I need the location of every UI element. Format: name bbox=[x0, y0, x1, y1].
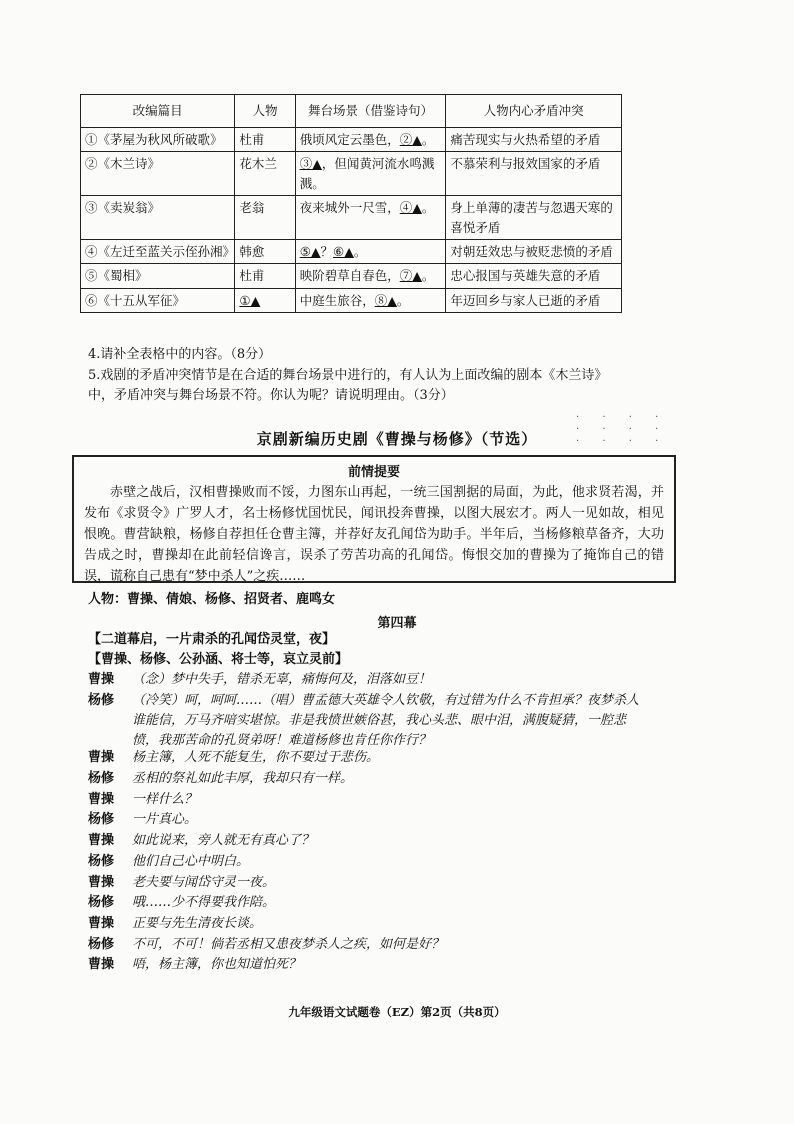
row-person: 杜甫 bbox=[235, 128, 295, 152]
dialogue-line bbox=[88, 831, 648, 851]
row-person: 韩愈 bbox=[235, 239, 295, 263]
row-conflict: 忠心报国与英雄失意的矛盾 bbox=[446, 264, 622, 288]
scene-text: ，但闻黄河流水鸣溅溅。 bbox=[299, 156, 435, 191]
speaker: 杨修 bbox=[88, 937, 115, 952]
row-work: ⑤《蜀相》 bbox=[81, 264, 235, 288]
line-text: 正要与先生清夜长谈。 bbox=[132, 916, 263, 931]
header-conflict: 人物内心矛盾冲突 bbox=[446, 95, 622, 128]
line-text: 老夫要与闻岱守灵一夜。 bbox=[132, 875, 276, 890]
scene-text: 。 bbox=[421, 268, 435, 284]
adaptation-table bbox=[80, 94, 622, 313]
question-5-line-2: 中，矛盾冲突与舞台场景不符。你认为呢？请说明理由。（3分） bbox=[88, 388, 454, 403]
speaker: 曹操 bbox=[88, 792, 115, 807]
line-text: 不可，不可！倘若丞相又患夜梦杀人之疾，如何是好？ bbox=[132, 937, 445, 952]
answer-blank[interactable]: ⑥▲ bbox=[333, 243, 354, 259]
dialogue-line bbox=[88, 893, 648, 913]
row-work: ①《茅屋为秋风所破歌》 bbox=[81, 128, 235, 152]
line-text: 丞相的祭礼如此丰厚，我却只有一样。 bbox=[132, 771, 354, 786]
row-scene bbox=[295, 128, 446, 152]
page-footer: 九年级语文试题卷（EZ）第2页（共8页） bbox=[288, 1005, 506, 1019]
dialogue-line bbox=[88, 748, 648, 768]
dialogue-line bbox=[88, 769, 648, 789]
table-row bbox=[81, 264, 622, 288]
question-4: 4.请补全表格中的内容。（8分） bbox=[88, 347, 272, 362]
question-5-line-1: 5.戏剧的矛盾冲突情节是在合适的舞台场景中进行的，有人认为上面改编的剧本《木兰诗》 bbox=[88, 368, 608, 383]
row-person: 老翁 bbox=[235, 196, 295, 240]
scan-speckle: · · · · · · · · · · · · bbox=[576, 412, 669, 447]
stage-direction: 【曹操、杨修、公孙涵、将士等，哀立灵前】 bbox=[88, 652, 349, 667]
speaker: 杨修 bbox=[88, 895, 115, 910]
speaker: 杨修 bbox=[88, 854, 115, 869]
table-header-row bbox=[81, 95, 622, 128]
speaker: 曹操 bbox=[88, 672, 115, 687]
dialogue-line bbox=[88, 955, 648, 975]
row-work: ②《木兰诗》 bbox=[81, 152, 235, 196]
speaker: 曹操 bbox=[88, 957, 115, 972]
scene-text: 。 bbox=[353, 243, 367, 259]
stage-direction: 【二道幕启，一片肃杀的孔闻岱灵堂，夜】 bbox=[88, 632, 336, 647]
table-row bbox=[81, 196, 622, 240]
speaker: 曹操 bbox=[88, 750, 115, 765]
answer-blank[interactable]: ⑦▲ bbox=[399, 268, 422, 284]
preface-heading: 前情提要 bbox=[347, 465, 400, 480]
dialogue-line bbox=[88, 670, 648, 690]
row-person bbox=[235, 288, 295, 312]
answer-blank[interactable]: ⑤▲ bbox=[299, 243, 321, 259]
dialogue-line bbox=[88, 790, 648, 810]
answer-blank[interactable]: ①▲ bbox=[239, 292, 261, 308]
line-text: 一片真心。 bbox=[132, 812, 198, 827]
row-conflict: 痛苦现实与火热希望的矛盾 bbox=[446, 128, 622, 152]
dialogue-line bbox=[88, 852, 648, 872]
dialogue-line bbox=[88, 935, 648, 955]
answer-blank[interactable]: ②▲ bbox=[399, 132, 422, 147]
speaker: 曹操 bbox=[88, 833, 115, 848]
line-text: 如此说来，旁人就无有真心了？ bbox=[132, 833, 315, 848]
scene-text: 中庭生旅谷， bbox=[299, 292, 375, 308]
character-list: 人物：曹操、倩娘、杨修、招贤者、鹿鸣女 bbox=[88, 592, 336, 607]
row-scene bbox=[295, 264, 446, 288]
line-text: 唔，杨主簿，你也知道怕死？ bbox=[132, 957, 302, 972]
act-title: 第四幕 bbox=[377, 616, 417, 631]
answer-blank[interactable]: ③▲ bbox=[299, 156, 322, 172]
table-row bbox=[81, 128, 622, 152]
scene-text: 。 bbox=[421, 132, 435, 147]
row-work: ④《左迁至蓝关示侄孙湘》 bbox=[81, 239, 235, 263]
row-work: ③《卖炭翁》 bbox=[81, 196, 235, 240]
dialogue-line bbox=[88, 873, 648, 893]
row-work: ⑥《十五从军征》 bbox=[81, 288, 235, 312]
answer-blank[interactable]: ④▲ bbox=[399, 200, 422, 216]
scene-text: 映阶碧草自春色， bbox=[299, 268, 400, 284]
row-scene bbox=[295, 239, 446, 263]
header-person: 人物 bbox=[235, 95, 295, 128]
row-scene bbox=[295, 288, 446, 312]
row-person: 杜甫 bbox=[235, 264, 295, 288]
row-scene bbox=[295, 196, 446, 240]
table-row bbox=[81, 288, 622, 312]
line-text: 杨主簿，人死不能复生，你不要过于悲伤。 bbox=[132, 750, 380, 765]
dialogue-line bbox=[88, 691, 648, 751]
speaker: 杨修 bbox=[88, 812, 115, 827]
preface-box bbox=[72, 455, 676, 583]
scene-text: 俄顷风定云墨色， bbox=[299, 132, 400, 147]
preface-text: 赤壁之战后，汉相曹操败而不馁，力图东山再起，一统三国割据的局面，为此，他求贤若渴，并发布《求贤令》广罗人才，名士杨修忧国忧民，闻讯投奔曹操，以图大展宏才。两人一见如故，相见恨晚。曹营缺粮，杨修自荐担任仓曹主簿，并荐好友孔闻岱为助手。半年后，当杨修粮草备齐，大功告成之时，曹操却在此前轻信谗言，误杀了劳苦功高的孔闻岱。悔恨交加的曹操为了掩饰自己的错误，谎称自己患有“梦中杀人”之疾…… bbox=[84, 485, 664, 584]
dialogue-line bbox=[88, 914, 648, 934]
speaker: 曹操 bbox=[88, 916, 115, 931]
line-text: 一样什么？ bbox=[132, 792, 198, 807]
line-text: （念）梦中失手，错杀无辜，痛悔何及，泪落如豆！ bbox=[132, 672, 432, 687]
answer-blank[interactable]: ⑧▲ bbox=[374, 292, 397, 308]
row-conflict: 不慕荣利与报效国家的矛盾 bbox=[446, 152, 622, 196]
header-work: 改编篇目 bbox=[81, 95, 235, 128]
line-text: 哦……少不得要我作陪。 bbox=[132, 895, 276, 910]
scene-text: ？ bbox=[320, 243, 334, 259]
scene-text: 夜来城外一尺雪， bbox=[299, 200, 400, 216]
row-scene bbox=[295, 152, 446, 196]
scene-text: 。 bbox=[421, 200, 435, 216]
line-text: 他们自己心中明白。 bbox=[132, 854, 250, 869]
dialogue-line bbox=[88, 810, 648, 830]
speaker: 杨修 bbox=[88, 693, 115, 708]
table-row bbox=[81, 152, 622, 196]
scene-text: 。 bbox=[396, 292, 410, 308]
row-conflict: 对朝廷效忠与被贬悲愤的矛盾 bbox=[446, 239, 622, 263]
table-row bbox=[81, 239, 622, 263]
section-title: 京剧新编历史剧《曹操与杨修》（节选） bbox=[256, 430, 538, 448]
header-scene: 舞台场景（借鉴诗句） bbox=[295, 95, 446, 128]
row-conflict: 身上单薄的凄苦与忽遇天寒的喜悦矛盾 bbox=[446, 196, 622, 240]
row-person: 花木兰 bbox=[235, 152, 295, 196]
speaker: 曹操 bbox=[88, 875, 115, 890]
line-text: （冷笑）呵，呵呵……（唱）曹孟德大英雄令人钦敬，有过错为什么不肯担承？夜梦杀人谁能信，万马齐喑实堪惊。非是我愤世嫉俗甚，我心头悲、眼中泪，满腹疑猜，一腔悲愤，我那苦命的孔贤弟呀！难道杨修也肯任你作行？ bbox=[132, 693, 640, 748]
row-conflict: 年迈回乡与家人已逝的矛盾 bbox=[446, 288, 622, 312]
speaker: 杨修 bbox=[88, 771, 115, 786]
